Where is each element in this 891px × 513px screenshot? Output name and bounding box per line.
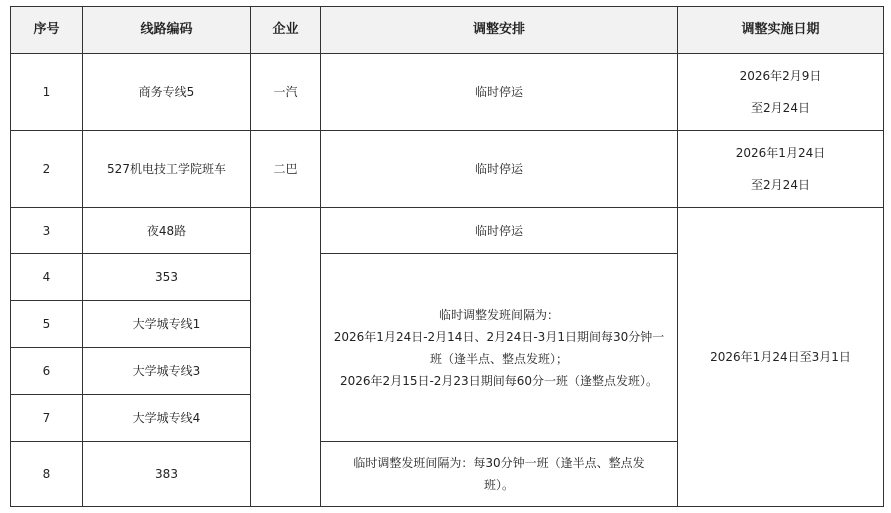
arrangement-line: 临时调整发班间隔为：每30分钟一班（逢半点、整点发 xyxy=(353,456,645,470)
schedule-table xyxy=(10,6,884,507)
company-cell: 一汽 xyxy=(251,54,321,131)
header-arrangement: 调整安排 xyxy=(321,7,678,54)
header-row xyxy=(11,7,884,54)
arrangement-cell xyxy=(321,442,678,507)
route-cell: 大学城专线3 xyxy=(83,348,251,395)
seq-cell: 7 xyxy=(11,395,83,442)
date-line: 至2月24日 xyxy=(751,101,810,115)
route-cell: 353 xyxy=(83,254,251,301)
date-cell xyxy=(678,54,884,131)
arrangement-cell: 临时停运 xyxy=(321,208,678,254)
header-date: 调整实施日期 xyxy=(678,7,884,54)
header-seq: 序号 xyxy=(11,7,83,54)
arrangement-line: 2026年2月15日-2月23日期间每60分一班（逢整点发班）。 xyxy=(340,373,658,388)
route-cell: 大学城专线1 xyxy=(83,301,251,348)
route-cell: 大学城专线4 xyxy=(83,395,251,442)
header-route: 线路编码 xyxy=(83,7,251,54)
company-cell: 二巴 xyxy=(251,131,321,208)
route-cell: 383 xyxy=(83,442,251,507)
route-cell: 夜48路 xyxy=(83,208,251,254)
table-row xyxy=(11,208,884,254)
arrangement-line: 2026年1月24日-2月14日、2月24日-3月1日期间每30分钟一 xyxy=(333,329,665,344)
arrangement-line: 班（逢半点、整点发班）； xyxy=(429,351,568,366)
table-row xyxy=(11,131,884,208)
group-date-cell: 2026年1月24日至3月1日 xyxy=(678,208,884,507)
date-cell xyxy=(678,131,884,208)
table-row xyxy=(11,54,884,131)
seq-cell: 5 xyxy=(11,301,83,348)
date-line: 至2月24日 xyxy=(751,178,810,192)
route-cell: 商务专线5 xyxy=(83,54,251,131)
arrangement-line: 班）。 xyxy=(483,478,514,492)
seq-cell: 4 xyxy=(11,254,83,301)
date-line: 2026年1月24日 xyxy=(735,146,826,160)
seq-cell: 2 xyxy=(11,131,83,208)
date-line: 2026年2月9日 xyxy=(739,69,822,83)
seq-cell: 1 xyxy=(11,54,83,131)
group-arrangement-cell xyxy=(321,254,678,442)
route-cell: 527机电技工学院班车 xyxy=(83,131,251,208)
seq-cell: 8 xyxy=(11,442,83,507)
arrangement-cell: 临时停运 xyxy=(321,131,678,208)
arrangement-title: 临时调整发班间隔为： xyxy=(438,307,559,322)
header-company: 企业 xyxy=(251,7,321,54)
arrangement-cell: 临时停运 xyxy=(321,54,678,131)
seq-cell: 6 xyxy=(11,348,83,395)
company-cell-merged xyxy=(251,208,321,507)
seq-cell: 3 xyxy=(11,208,83,254)
